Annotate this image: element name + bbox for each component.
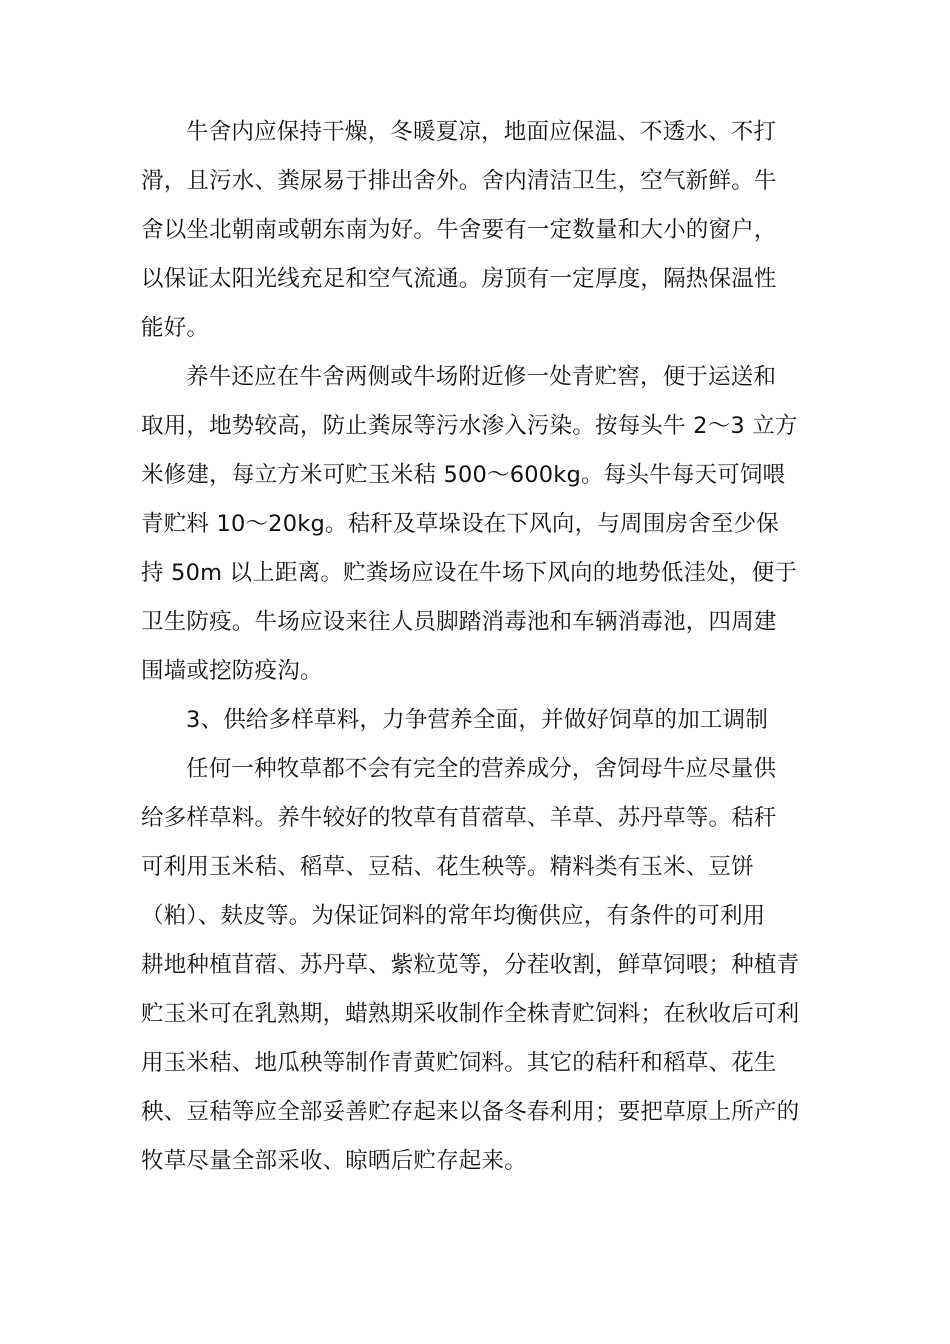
section-heading-forage: 3、供给多样草料，力争营养全面，并做好饲草的加工调制 (186, 707, 769, 733)
body-text-block (141, 108, 815, 1186)
paragraph-silage-pit: 养牛还应在牛舍两侧或牛场附近修一处青贮窖，便于运送和 取用，地势较高，防止粪尿等污水渗入污染。按每头牛 2～3 立方 米修建，每立方米可贮玉米秸 500～600kg。每头牛每天可饲喂 青贮料 10～20kg。秸秆及草垛设在下风向，与周围房舍至少保 持 50m 以上距离。贮粪场应设在牛场下风向的地势低洼处，便于 卫生防疫。牛场应设来往人员脚踏消毒池和车辆消毒池，四周建 围墙或挖防疫沟。 (141, 364, 798, 684)
paragraph-forage-variety: 任何一种牧草都不会有完全的营养成分，舍饲母牛应尽量供 给多样草料。养牛较好的牧草有苜蓿草、羊草、苏丹草等。秸秆 可利用玉米秸、稻草、豆秸、花生秧等。精料类有玉米、豆饼 （粕）、麸皮等。为保证饲料的常年均衡供应，有条件的可利用 耕地种植苜蓿、苏丹草、紫粒苋等，分茬收割，鲜草饲喂；种植青 贮玉米可在乳熟期，蜡熟期采收制作全株青贮饲料；在秋收后可利 用玉米秸、地瓜秧等制作青黄贮饲料。其它的秸秆和稻草、花生 秧、豆秸等应全部妥善贮存起来以备冬春利用；要把草原上所产的 牧草尽量全部采收、晾晒后贮存起来。 (141, 756, 800, 1174)
paragraph-barn-conditions: 牛舍内应保持干燥，冬暖夏凉，地面应保温、不透水、不打 滑，且污水、粪尿易于排出舍外。舍内清洁卫生，空气新鲜。牛 舍以坐北朝南或朝东南为好。牛舍要有一定数量和大小的窗户， 以保证太阳光线充足和空气流通。房顶有一定厚度，隔热保温性 能好。 (141, 119, 777, 341)
